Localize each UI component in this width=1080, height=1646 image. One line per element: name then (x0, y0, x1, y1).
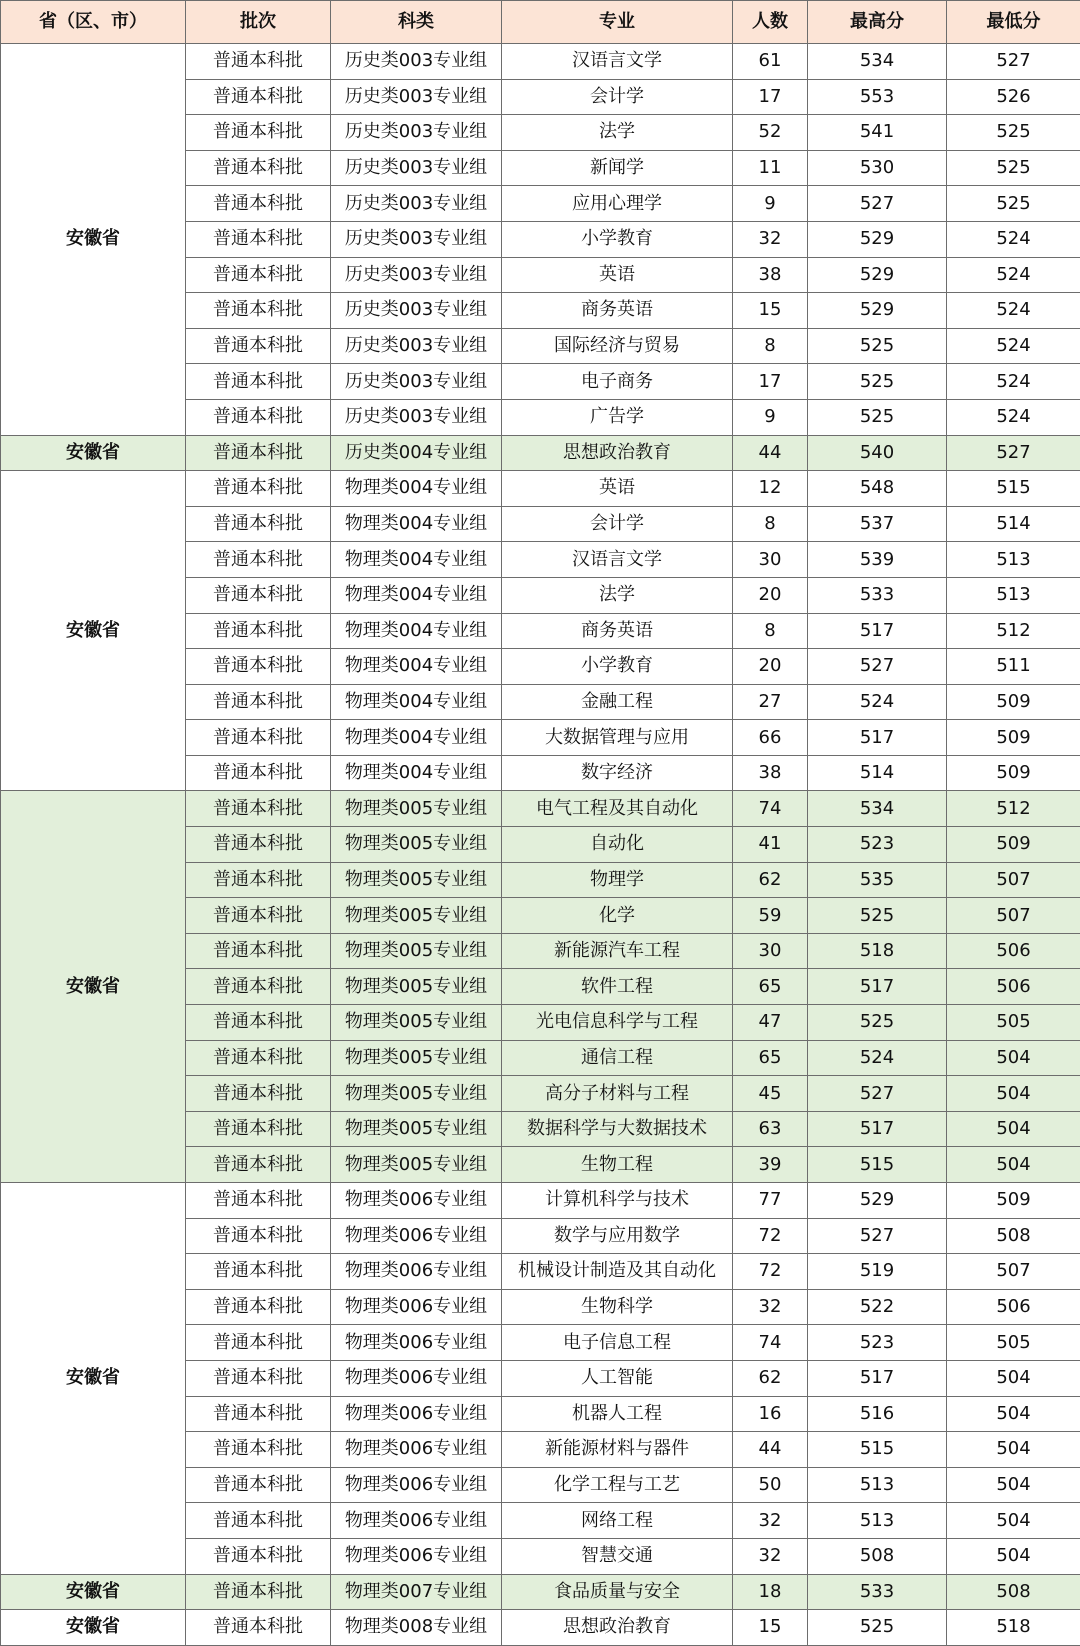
cell-category: 物理类007专业组 (331, 1574, 502, 1610)
cell-max-score: 525 (808, 898, 947, 934)
cell-count: 61 (733, 44, 808, 80)
cell-major: 人工智能 (502, 1360, 733, 1396)
cell-min-score: 504 (947, 1360, 1080, 1396)
cell-count: 39 (733, 1147, 808, 1183)
cell-major: 汉语言文学 (502, 542, 733, 578)
cell-max-score: 527 (808, 649, 947, 685)
cell-max-score: 530 (808, 150, 947, 186)
cell-batch: 普通本科批 (186, 1396, 331, 1432)
cell-category: 物理类005专业组 (331, 1147, 502, 1183)
cell-count: 38 (733, 257, 808, 293)
cell-count: 44 (733, 1432, 808, 1468)
cell-batch: 普通本科批 (186, 1183, 331, 1219)
cell-category: 物理类005专业组 (331, 862, 502, 898)
cell-max-score: 522 (808, 1289, 947, 1325)
cell-major: 新能源汽车工程 (502, 933, 733, 969)
cell-max-score: 517 (808, 1360, 947, 1396)
cell-major: 英语 (502, 471, 733, 507)
cell-max-score: 527 (808, 186, 947, 222)
cell-category: 历史类004专业组 (331, 435, 502, 471)
cell-batch: 普通本科批 (186, 577, 331, 613)
cell-count: 30 (733, 542, 808, 578)
cell-min-score: 506 (947, 933, 1080, 969)
cell-count: 18 (733, 1574, 808, 1610)
cell-count: 62 (733, 862, 808, 898)
cell-batch: 普通本科批 (186, 649, 331, 685)
cell-category: 物理类006专业组 (331, 1396, 502, 1432)
table-row (1, 471, 1080, 507)
cell-batch: 普通本科批 (186, 1254, 331, 1290)
cell-min-score: 524 (947, 328, 1080, 364)
cell-batch: 普通本科批 (186, 791, 331, 827)
cell-min-score: 508 (947, 1574, 1080, 1610)
cell-major: 法学 (502, 115, 733, 151)
cell-max-score: 508 (808, 1538, 947, 1574)
cell-max-score: 516 (808, 1396, 947, 1432)
cell-major: 软件工程 (502, 969, 733, 1005)
cell-major: 新闻学 (502, 150, 733, 186)
cell-batch: 普通本科批 (186, 115, 331, 151)
cell-category: 物理类006专业组 (331, 1325, 502, 1361)
cell-count: 17 (733, 364, 808, 400)
cell-min-score: 509 (947, 827, 1080, 863)
table-row (1, 1183, 1080, 1219)
cell-major: 数学与应用数学 (502, 1218, 733, 1254)
cell-province: 安徽省 (1, 435, 186, 471)
cell-min-score: 527 (947, 435, 1080, 471)
cell-batch: 普通本科批 (186, 506, 331, 542)
cell-major: 机器人工程 (502, 1396, 733, 1432)
cell-category: 物理类006专业组 (331, 1503, 502, 1539)
table-row (1, 791, 1080, 827)
cell-min-score: 525 (947, 115, 1080, 151)
cell-max-score: 529 (808, 293, 947, 329)
cell-min-score: 524 (947, 257, 1080, 293)
cell-batch: 普通本科批 (186, 150, 331, 186)
cell-min-score: 509 (947, 720, 1080, 756)
cell-count: 20 (733, 649, 808, 685)
cell-batch: 普通本科批 (186, 542, 331, 578)
cell-batch: 普通本科批 (186, 827, 331, 863)
cell-min-score: 506 (947, 969, 1080, 1005)
cell-count: 16 (733, 1396, 808, 1432)
cell-min-score: 524 (947, 221, 1080, 257)
cell-batch: 普通本科批 (186, 364, 331, 400)
cell-batch: 普通本科批 (186, 613, 331, 649)
cell-batch: 普通本科批 (186, 1538, 331, 1574)
cell-category: 历史类003专业组 (331, 399, 502, 435)
cell-category: 历史类003专业组 (331, 364, 502, 400)
cell-min-score: 512 (947, 613, 1080, 649)
cell-category: 物理类004专业组 (331, 755, 502, 791)
cell-major: 金融工程 (502, 684, 733, 720)
cell-min-score: 511 (947, 649, 1080, 685)
cell-major: 电气工程及其自动化 (502, 791, 733, 827)
cell-batch: 普通本科批 (186, 969, 331, 1005)
cell-batch: 普通本科批 (186, 684, 331, 720)
cell-category: 物理类008专业组 (331, 1610, 502, 1646)
cell-category: 物理类004专业组 (331, 684, 502, 720)
cell-max-score: 518 (808, 933, 947, 969)
cell-min-score: 504 (947, 1396, 1080, 1432)
cell-max-score: 534 (808, 44, 947, 80)
cell-max-score: 541 (808, 115, 947, 151)
cell-min-score: 525 (947, 150, 1080, 186)
cell-batch: 普通本科批 (186, 399, 331, 435)
cell-category: 物理类005专业组 (331, 827, 502, 863)
cell-batch: 普通本科批 (186, 1111, 331, 1147)
cell-count: 41 (733, 827, 808, 863)
cell-max-score: 524 (808, 1040, 947, 1076)
cell-batch: 普通本科批 (186, 471, 331, 507)
cell-min-score: 527 (947, 44, 1080, 80)
cell-count: 27 (733, 684, 808, 720)
header-major: 专业 (502, 1, 733, 44)
cell-category: 物理类004专业组 (331, 613, 502, 649)
cell-count: 63 (733, 1111, 808, 1147)
cell-major: 小学教育 (502, 221, 733, 257)
cell-count: 8 (733, 613, 808, 649)
cell-count: 32 (733, 1503, 808, 1539)
cell-min-score: 518 (947, 1610, 1080, 1646)
cell-max-score: 523 (808, 1325, 947, 1361)
cell-max-score: 523 (808, 827, 947, 863)
cell-max-score: 525 (808, 1610, 947, 1646)
cell-count: 77 (733, 1183, 808, 1219)
cell-batch: 普通本科批 (186, 1325, 331, 1361)
cell-major: 大数据管理与应用 (502, 720, 733, 756)
cell-batch: 普通本科批 (186, 1289, 331, 1325)
cell-max-score: 529 (808, 221, 947, 257)
cell-min-score: 509 (947, 1183, 1080, 1219)
cell-batch: 普通本科批 (186, 1076, 331, 1112)
cell-count: 72 (733, 1218, 808, 1254)
cell-category: 物理类006专业组 (331, 1289, 502, 1325)
cell-max-score: 517 (808, 969, 947, 1005)
cell-major: 商务英语 (502, 293, 733, 329)
cell-min-score: 506 (947, 1289, 1080, 1325)
cell-batch: 普通本科批 (186, 1432, 331, 1468)
cell-category: 历史类003专业组 (331, 79, 502, 115)
cell-category: 物理类004专业组 (331, 506, 502, 542)
cell-max-score: 539 (808, 542, 947, 578)
table-row (1, 1574, 1080, 1610)
cell-category: 物理类006专业组 (331, 1538, 502, 1574)
cell-min-score: 504 (947, 1111, 1080, 1147)
cell-category: 历史类003专业组 (331, 293, 502, 329)
cell-category: 物理类005专业组 (331, 898, 502, 934)
cell-major: 国际经济与贸易 (502, 328, 733, 364)
cell-category: 物理类006专业组 (331, 1360, 502, 1396)
cell-min-score: 513 (947, 577, 1080, 613)
cell-count: 12 (733, 471, 808, 507)
cell-province: 安徽省 (1, 471, 186, 791)
cell-min-score: 515 (947, 471, 1080, 507)
cell-max-score: 515 (808, 1432, 947, 1468)
cell-count: 17 (733, 79, 808, 115)
cell-major: 商务英语 (502, 613, 733, 649)
cell-major: 光电信息科学与工程 (502, 1005, 733, 1041)
cell-category: 物理类006专业组 (331, 1218, 502, 1254)
cell-min-score: 514 (947, 506, 1080, 542)
cell-major: 高分子材料与工程 (502, 1076, 733, 1112)
cell-max-score: 534 (808, 791, 947, 827)
cell-major: 法学 (502, 577, 733, 613)
header-province: 省（区、市） (1, 1, 186, 44)
cell-min-score: 504 (947, 1538, 1080, 1574)
cell-major: 化学 (502, 898, 733, 934)
header-max-score: 最高分 (808, 1, 947, 44)
cell-min-score: 504 (947, 1040, 1080, 1076)
cell-category: 物理类006专业组 (331, 1183, 502, 1219)
cell-min-score: 504 (947, 1467, 1080, 1503)
cell-max-score: 517 (808, 720, 947, 756)
cell-province: 安徽省 (1, 1574, 186, 1610)
cell-batch: 普通本科批 (186, 1574, 331, 1610)
cell-province: 安徽省 (1, 791, 186, 1183)
cell-batch: 普通本科批 (186, 1360, 331, 1396)
cell-category: 物理类004专业组 (331, 720, 502, 756)
cell-major: 自动化 (502, 827, 733, 863)
cell-major: 应用心理学 (502, 186, 733, 222)
cell-max-score: 529 (808, 1183, 947, 1219)
cell-min-score: 505 (947, 1325, 1080, 1361)
cell-min-score: 507 (947, 898, 1080, 934)
cell-province: 安徽省 (1, 1183, 186, 1575)
cell-major: 计算机科学与技术 (502, 1183, 733, 1219)
cell-count: 65 (733, 969, 808, 1005)
cell-count: 45 (733, 1076, 808, 1112)
cell-max-score: 529 (808, 257, 947, 293)
cell-min-score: 509 (947, 684, 1080, 720)
cell-category: 历史类003专业组 (331, 115, 502, 151)
cell-min-score: 507 (947, 1254, 1080, 1290)
cell-batch: 普通本科批 (186, 933, 331, 969)
cell-count: 74 (733, 1325, 808, 1361)
cell-major: 思想政治教育 (502, 1610, 733, 1646)
cell-category: 物理类006专业组 (331, 1254, 502, 1290)
cell-min-score: 504 (947, 1503, 1080, 1539)
cell-batch: 普通本科批 (186, 186, 331, 222)
cell-category: 物理类005专业组 (331, 1005, 502, 1041)
cell-major: 智慧交通 (502, 1538, 733, 1574)
cell-province: 安徽省 (1, 44, 186, 436)
cell-batch: 普通本科批 (186, 898, 331, 934)
cell-count: 59 (733, 898, 808, 934)
header-category: 科类 (331, 1, 502, 44)
cell-batch: 普通本科批 (186, 293, 331, 329)
cell-max-score: 527 (808, 1076, 947, 1112)
cell-min-score: 524 (947, 293, 1080, 329)
cell-category: 物理类005专业组 (331, 969, 502, 1005)
cell-count: 52 (733, 115, 808, 151)
cell-batch: 普通本科批 (186, 755, 331, 791)
table-body (1, 44, 1080, 1646)
cell-min-score: 513 (947, 542, 1080, 578)
cell-batch: 普通本科批 (186, 328, 331, 364)
cell-max-score: 540 (808, 435, 947, 471)
cell-count: 50 (733, 1467, 808, 1503)
cell-max-score: 525 (808, 1005, 947, 1041)
cell-max-score: 519 (808, 1254, 947, 1290)
cell-max-score: 525 (808, 364, 947, 400)
cell-count: 15 (733, 1610, 808, 1646)
cell-major: 新能源材料与器件 (502, 1432, 733, 1468)
cell-count: 72 (733, 1254, 808, 1290)
cell-category: 历史类003专业组 (331, 221, 502, 257)
cell-major: 网络工程 (502, 1503, 733, 1539)
cell-max-score: 524 (808, 684, 947, 720)
cell-major: 小学教育 (502, 649, 733, 685)
table-row (1, 44, 1080, 80)
cell-batch: 普通本科批 (186, 1503, 331, 1539)
cell-count: 20 (733, 577, 808, 613)
table-row (1, 435, 1080, 471)
cell-count: 32 (733, 221, 808, 257)
cell-max-score: 513 (808, 1503, 947, 1539)
cell-category: 物理类004专业组 (331, 577, 502, 613)
cell-min-score: 507 (947, 862, 1080, 898)
cell-category: 历史类003专业组 (331, 44, 502, 80)
cell-max-score: 515 (808, 1147, 947, 1183)
cell-major: 电子商务 (502, 364, 733, 400)
cell-min-score: 524 (947, 364, 1080, 400)
cell-major: 机械设计制造及其自动化 (502, 1254, 733, 1290)
cell-count: 74 (733, 791, 808, 827)
cell-major: 思想政治教育 (502, 435, 733, 471)
header-batch: 批次 (186, 1, 331, 44)
cell-batch: 普通本科批 (186, 1147, 331, 1183)
cell-count: 30 (733, 933, 808, 969)
cell-max-score: 553 (808, 79, 947, 115)
cell-category: 历史类003专业组 (331, 150, 502, 186)
cell-max-score: 517 (808, 613, 947, 649)
cell-category: 物理类005专业组 (331, 1076, 502, 1112)
cell-count: 11 (733, 150, 808, 186)
cell-major: 电子信息工程 (502, 1325, 733, 1361)
cell-major: 会计学 (502, 506, 733, 542)
cell-category: 物理类005专业组 (331, 791, 502, 827)
cell-count: 9 (733, 186, 808, 222)
cell-batch: 普通本科批 (186, 1005, 331, 1041)
cell-province: 安徽省 (1, 1610, 186, 1646)
cell-max-score: 535 (808, 862, 947, 898)
cell-category: 物理类005专业组 (331, 1111, 502, 1147)
cell-major: 数字经济 (502, 755, 733, 791)
cell-major: 数据科学与大数据技术 (502, 1111, 733, 1147)
cell-category: 物理类004专业组 (331, 649, 502, 685)
cell-min-score: 504 (947, 1432, 1080, 1468)
cell-category: 物理类004专业组 (331, 471, 502, 507)
cell-major: 广告学 (502, 399, 733, 435)
cell-count: 8 (733, 506, 808, 542)
table-row (1, 1610, 1080, 1646)
cell-batch: 普通本科批 (186, 720, 331, 756)
cell-count: 65 (733, 1040, 808, 1076)
cell-category: 物理类005专业组 (331, 1040, 502, 1076)
cell-category: 历史类003专业组 (331, 257, 502, 293)
header-min-score: 最低分 (947, 1, 1080, 44)
cell-batch: 普通本科批 (186, 1040, 331, 1076)
cell-count: 62 (733, 1360, 808, 1396)
cell-max-score: 537 (808, 506, 947, 542)
cell-batch: 普通本科批 (186, 221, 331, 257)
cell-max-score: 525 (808, 399, 947, 435)
cell-category: 物理类006专业组 (331, 1467, 502, 1503)
cell-batch: 普通本科批 (186, 862, 331, 898)
cell-major: 汉语言文学 (502, 44, 733, 80)
cell-major: 化学工程与工艺 (502, 1467, 733, 1503)
cell-max-score: 533 (808, 1574, 947, 1610)
cell-count: 15 (733, 293, 808, 329)
cell-count: 38 (733, 755, 808, 791)
cell-category: 物理类005专业组 (331, 933, 502, 969)
cell-max-score: 527 (808, 1218, 947, 1254)
cell-max-score: 533 (808, 577, 947, 613)
cell-batch: 普通本科批 (186, 1218, 331, 1254)
cell-batch: 普通本科批 (186, 257, 331, 293)
cell-major: 生物工程 (502, 1147, 733, 1183)
cell-max-score: 525 (808, 328, 947, 364)
cell-count: 32 (733, 1289, 808, 1325)
cell-batch: 普通本科批 (186, 79, 331, 115)
cell-min-score: 508 (947, 1218, 1080, 1254)
cell-max-score: 548 (808, 471, 947, 507)
cell-min-score: 512 (947, 791, 1080, 827)
cell-max-score: 517 (808, 1111, 947, 1147)
cell-min-score: 525 (947, 186, 1080, 222)
cell-batch: 普通本科批 (186, 44, 331, 80)
cell-min-score: 505 (947, 1005, 1080, 1041)
cell-batch: 普通本科批 (186, 1610, 331, 1646)
cell-count: 9 (733, 399, 808, 435)
cell-major: 物理学 (502, 862, 733, 898)
cell-count: 44 (733, 435, 808, 471)
cell-major: 食品质量与安全 (502, 1574, 733, 1610)
cell-major: 通信工程 (502, 1040, 733, 1076)
header-row (1, 1, 1080, 44)
cell-min-score: 524 (947, 399, 1080, 435)
cell-min-score: 504 (947, 1076, 1080, 1112)
cell-count: 32 (733, 1538, 808, 1574)
cell-category: 历史类003专业组 (331, 186, 502, 222)
cell-min-score: 526 (947, 79, 1080, 115)
cell-count: 66 (733, 720, 808, 756)
cell-major: 会计学 (502, 79, 733, 115)
header-count: 人数 (733, 1, 808, 44)
cell-batch: 普通本科批 (186, 1467, 331, 1503)
cell-max-score: 513 (808, 1467, 947, 1503)
cell-count: 47 (733, 1005, 808, 1041)
cell-category: 历史类003专业组 (331, 328, 502, 364)
cell-count: 8 (733, 328, 808, 364)
cell-category: 物理类004专业组 (331, 542, 502, 578)
cell-min-score: 509 (947, 755, 1080, 791)
cell-min-score: 504 (947, 1147, 1080, 1183)
cell-category: 物理类006专业组 (331, 1432, 502, 1468)
cell-major: 生物科学 (502, 1289, 733, 1325)
cell-batch: 普通本科批 (186, 435, 331, 471)
cell-max-score: 514 (808, 755, 947, 791)
cell-major: 英语 (502, 257, 733, 293)
